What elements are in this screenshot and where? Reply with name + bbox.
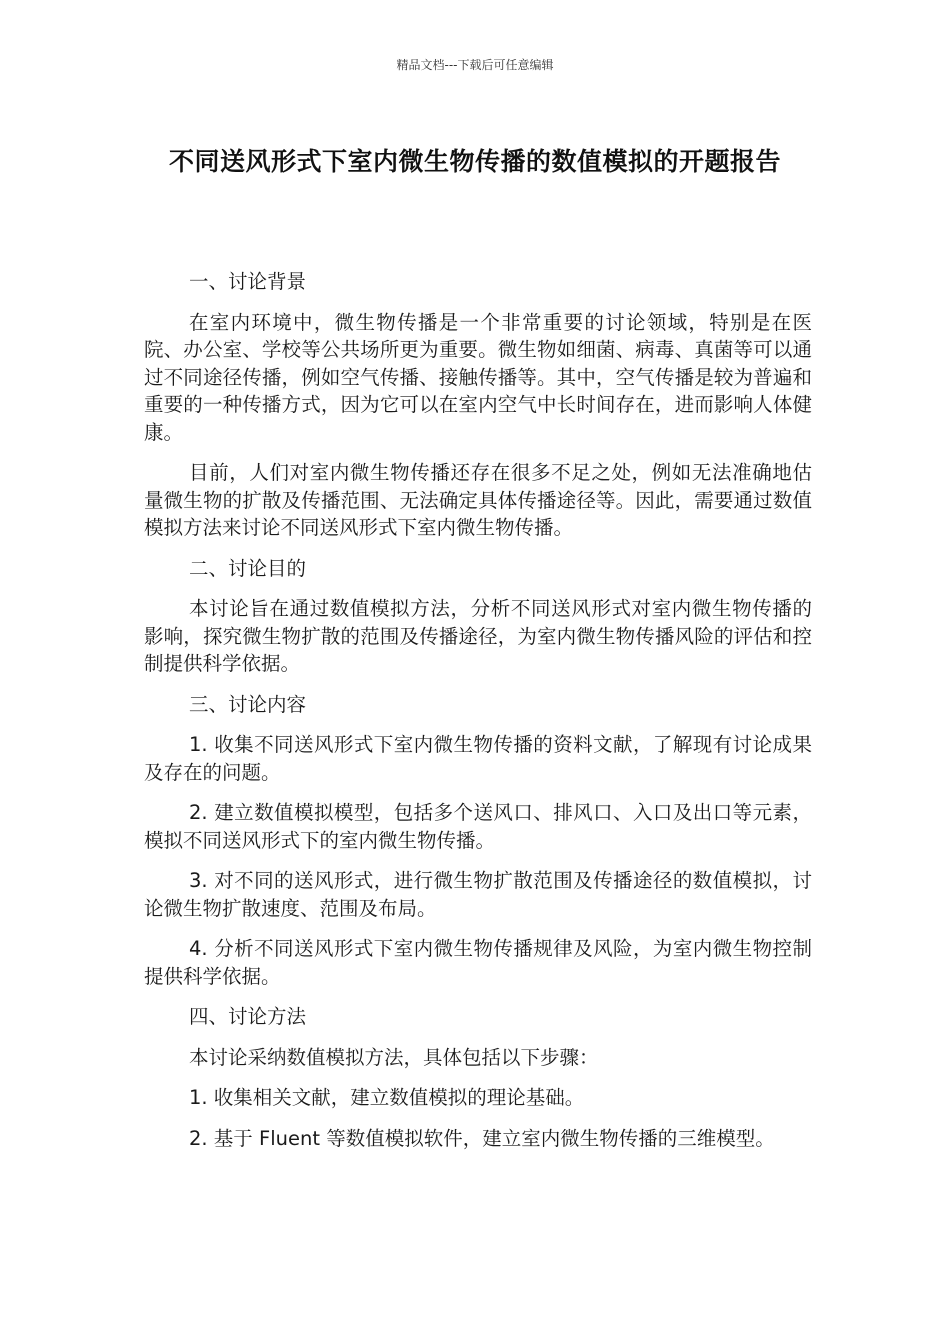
- section-heading-method: 四、讨论方法: [189, 1005, 307, 1028]
- method-intro: 本讨论采纳数值模拟方法，具体包括以下步骤：: [189, 1045, 599, 1069]
- section-heading-background: 一、讨论背景: [189, 270, 307, 293]
- section-heading-purpose: 二、讨论目的: [189, 556, 307, 580]
- header-note: 精品文档---下载后可任意编辑: [396, 58, 554, 72]
- content-item-4: 4. 分析不同送风形式下室内微生物传播规律及风险，为室内微生物控制提供科学依据。: [144, 937, 812, 988]
- background-paragraph-2: 目前，人们对室内微生物传播还存在很多不足之处，例如无法准确地估量微生物的扩散及传播范围、无法确定具体传播途径等。因此，需要通过数值模拟方法来讨论不同送风形式下室内微生物传播。: [144, 461, 812, 539]
- background-paragraph-1: 在室内环境中，微生物传播是一个非常重要的讨论领域，特别是在医院、办公室、学校等公共场所更为重要。微生物如细菌、病毒、真菌等可以通过不同途径传播，例如空气传播、接触传播等。其中，空气传播是较为普遍和重要的一种传播方式，因为它可以在室内空气中长时间存在，进而影响人体健康。: [144, 310, 812, 444]
- purpose-paragraph: 本讨论旨在通过数值模拟方法，分析不同送风形式对室内微生物传播的影响，探究微生物扩散的范围及传播途径，为室内微生物传播风险的评估和控制提供科学依据。: [144, 597, 812, 675]
- content-item-1: 1. 收集不同送风形式下室内微生物传播的资料文献，了解现有讨论成果及存在的问题。: [144, 733, 812, 784]
- method-step-2: 2. 基于 Fluent 等数值模拟软件，建立室内微生物传播的三维模型。: [189, 1126, 775, 1150]
- content-item-2: 2. 建立数值模拟模型，包括多个送风口、排风口、入口及出口等元素，模拟不同送风形式下的室内微生物传播。: [144, 801, 812, 852]
- content-item-3: 3. 对不同的送风形式，进行微生物扩散范围及传播途径的数值模拟，讨论微生物扩散速度、范围及布局。: [144, 869, 812, 920]
- section-heading-content: 三、讨论内容: [189, 692, 307, 716]
- document-body: [144, 268, 812, 1165]
- document-title: 不同送风形式下室内微生物传播的数值模拟的开题报告: [168, 147, 781, 176]
- method-step-1: 1. 收集相关文献，建立数值模拟的理论基础。: [189, 1086, 585, 1109]
